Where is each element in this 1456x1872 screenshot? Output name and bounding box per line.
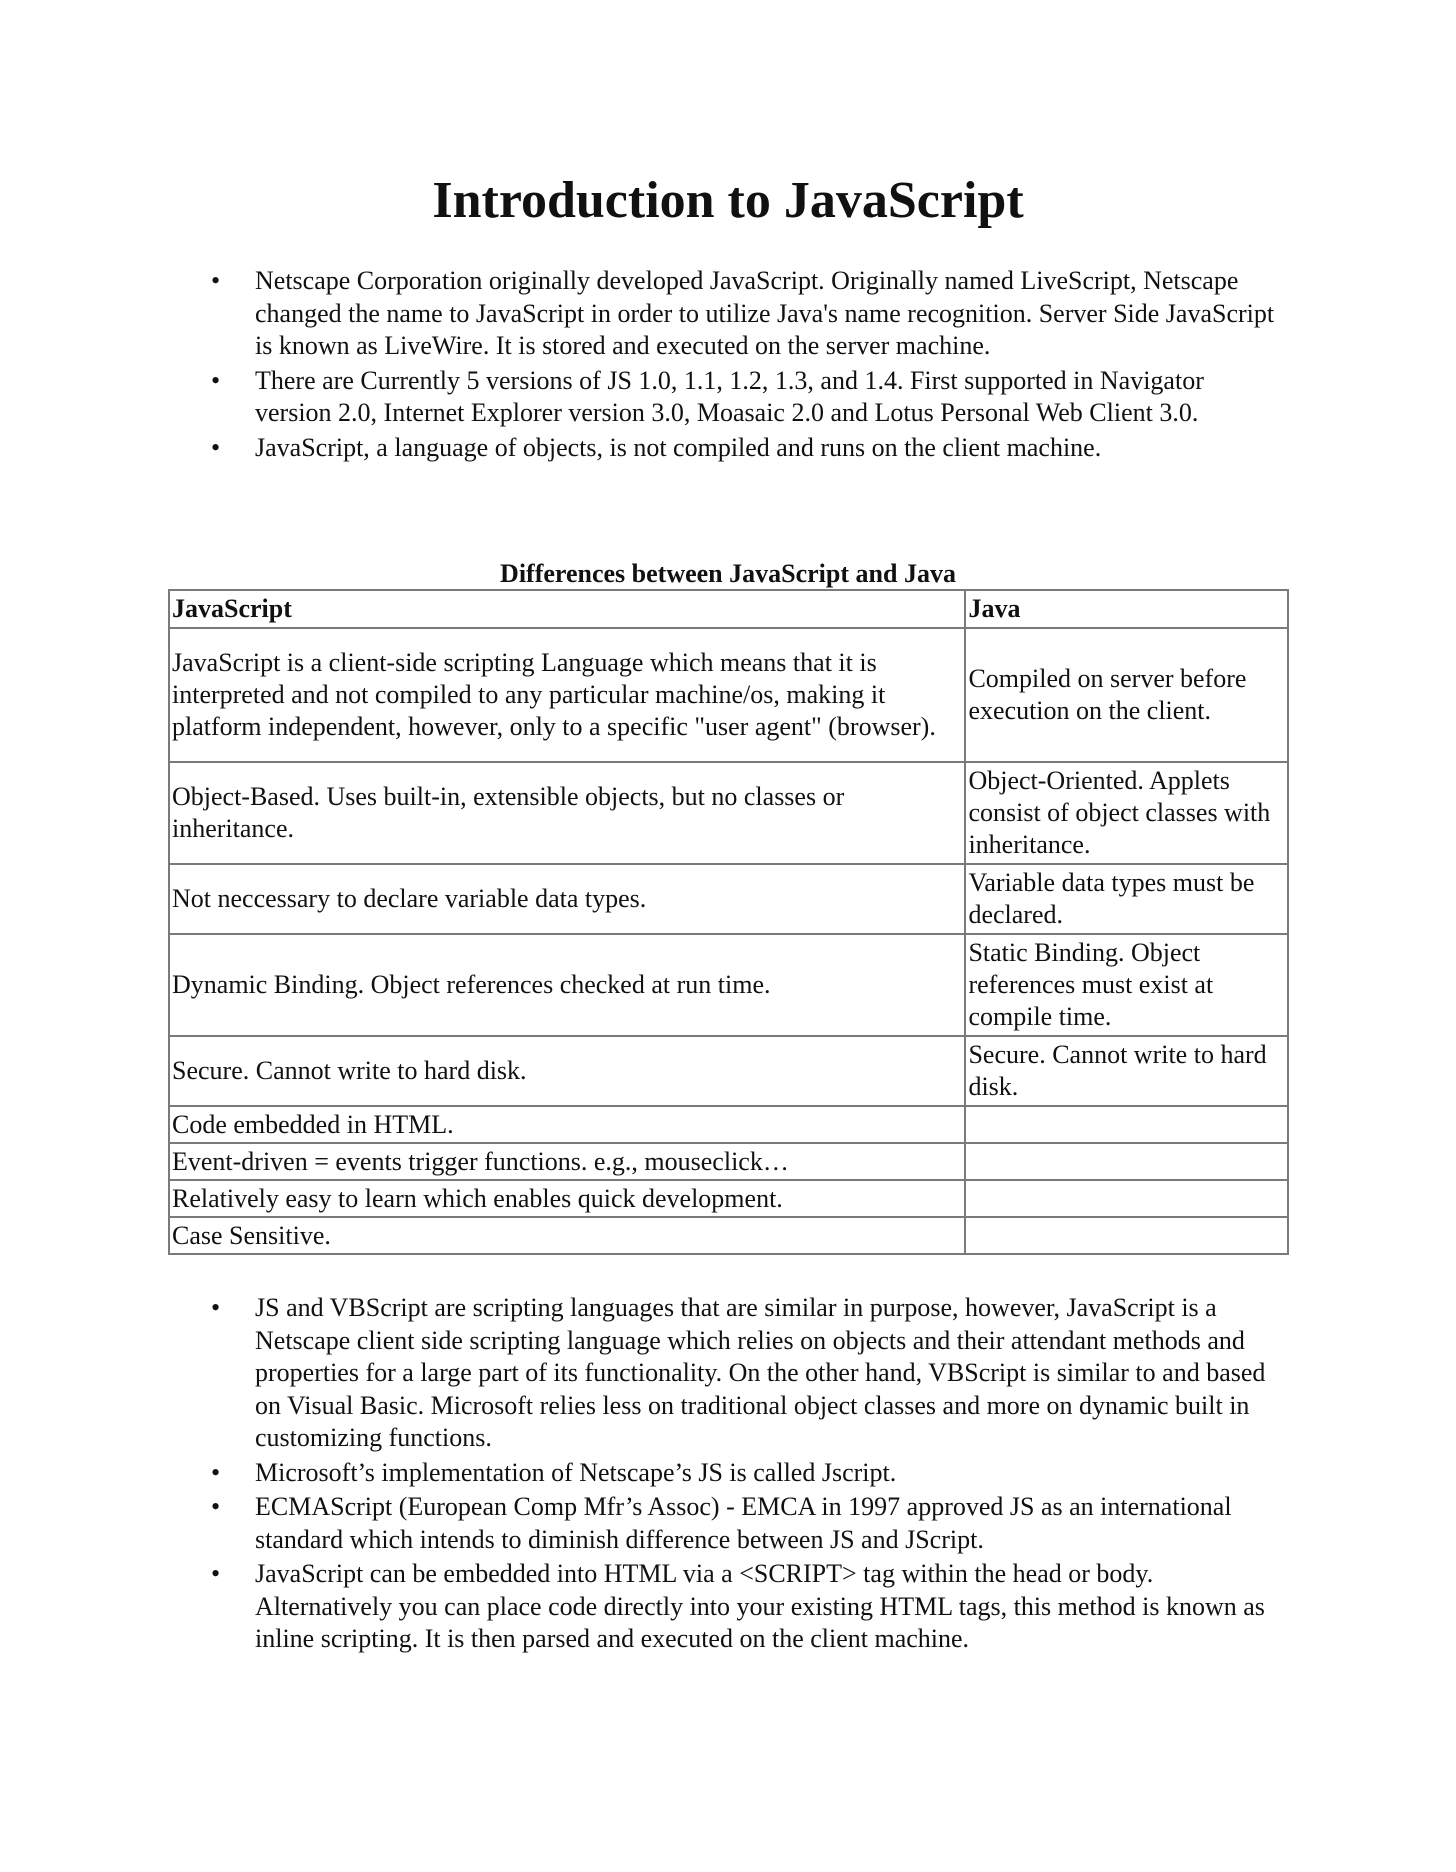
table-row xyxy=(169,1106,1288,1143)
bullet-item xyxy=(211,365,1285,430)
intro-bullet-list xyxy=(211,265,1285,466)
table-caption: Differences between JavaScript and Java xyxy=(500,559,956,588)
page-title: Introduction to JavaScript xyxy=(432,172,1024,229)
table-cell: Event-driven = events trigger functions. e.g., mouseclick… xyxy=(169,1143,965,1180)
table-row xyxy=(169,628,1288,762)
bullet-text: Microsoft’s implementation of Netscape’s JS is called Jscript. xyxy=(255,1457,897,1487)
table-cell: Secure. Cannot write to hard disk. xyxy=(965,1036,1288,1106)
bullet-item xyxy=(211,1292,1275,1455)
table-cell: Case Sensitive. xyxy=(169,1217,965,1254)
table-row xyxy=(169,864,1288,934)
bullet-icon: • xyxy=(211,266,221,295)
bullet-item xyxy=(211,1558,1275,1656)
table-cell: Variable data types must be declared. xyxy=(965,864,1288,934)
bullet-icon: • xyxy=(211,1559,221,1588)
table-cell: Object-Based. Uses built-in, extensible objects, but no classes or inheritance. xyxy=(169,762,965,864)
bullet-item xyxy=(211,1457,1275,1490)
table-cell xyxy=(965,1106,1288,1143)
bullet-text: Netscape Corporation originally developed JavaScript. Originally named LiveScript, Netscape changed the name to JavaScript in order to utilize Java's name recognition. Server Side JavaScript is known as LiveWire. It is stored and executed on the server machine. xyxy=(255,266,1275,360)
column-header-javascript: JavaScript xyxy=(169,590,965,628)
table-cell: Secure. Cannot write to hard disk. xyxy=(169,1036,965,1106)
table-cell xyxy=(965,1217,1288,1254)
bullet-icon: • xyxy=(211,365,221,395)
table-row xyxy=(169,1217,1288,1254)
table-row xyxy=(169,762,1288,864)
bullet-item xyxy=(211,1491,1275,1556)
table-cell xyxy=(965,1143,1288,1180)
comparison-table xyxy=(168,589,1289,1255)
bullet-text: JS and VBScript are scripting languages that are similar in purpose, however, JavaScript is a Netscape client side scripting language which relies on objects and their attendant methods and properties for a large part of its functionality. On the other hand, VBScript is similar to and based on Visual Basic. Microsoft relies less on traditional object classes and more on dynamic built in customizing functions. xyxy=(255,1293,1266,1452)
bullet-icon: • xyxy=(211,1293,221,1322)
table-cell: Not neccessary to declare variable data types. xyxy=(169,864,965,934)
bullet-icon: • xyxy=(211,432,221,462)
bullet-text: JavaScript can be embedded into HTML via a <SCRIPT> tag within the head or body. Alternatively you can place code directly into your existing HTML tags, this method is known as inline scripting. It is then parsed and executed on the client machine. xyxy=(255,1559,1265,1653)
table-row xyxy=(169,1036,1288,1106)
bullet-icon: • xyxy=(211,1457,221,1487)
bullet-item xyxy=(211,432,1285,465)
table-cell: Dynamic Binding. Object references checked at run time. xyxy=(169,934,965,1036)
table-header-row xyxy=(169,590,1288,628)
table-cell xyxy=(965,1180,1288,1217)
bullet-text: JavaScript, a language of objects, is not compiled and runs on the client machine. xyxy=(255,432,1102,462)
bullet-text: There are Currently 5 versions of JS 1.0, 1.1, 1.2, 1.3, and 1.4. First supported in Navigator version 2.0, Internet Explorer version 3.0, Moasaic 2.0 and Lotus Personal Web Client 3.0. xyxy=(255,365,1204,427)
table-row xyxy=(169,934,1288,1036)
closing-bullet-list xyxy=(211,1292,1275,1658)
table-cell: Static Binding. Object references must exist at compile time. xyxy=(965,934,1288,1036)
bullet-text: ECMAScript (European Comp Mfr’s Assoc) - EMCA in 1997 approved JS as an international standard which intends to diminish difference between JS and JScript. xyxy=(255,1492,1232,1554)
table-cell: Compiled on server before execution on the client. xyxy=(965,628,1288,762)
table-cell: Relatively easy to learn which enables quick development. xyxy=(169,1180,965,1217)
column-header-java: Java xyxy=(965,590,1288,628)
table-cell: Object-Oriented. Applets consist of object classes with inheritance. xyxy=(965,762,1288,864)
table-row xyxy=(169,1143,1288,1180)
table-cell: JavaScript is a client-side scripting Language which means that it is interpreted and not compiled to any particular machine/os, making it platform independent, however, only to a specific "user agent" (browser). xyxy=(169,628,965,762)
table-row xyxy=(169,1180,1288,1217)
table-cell: Code embedded in HTML. xyxy=(169,1106,965,1143)
bullet-icon: • xyxy=(211,1492,221,1521)
bullet-item xyxy=(211,265,1285,363)
